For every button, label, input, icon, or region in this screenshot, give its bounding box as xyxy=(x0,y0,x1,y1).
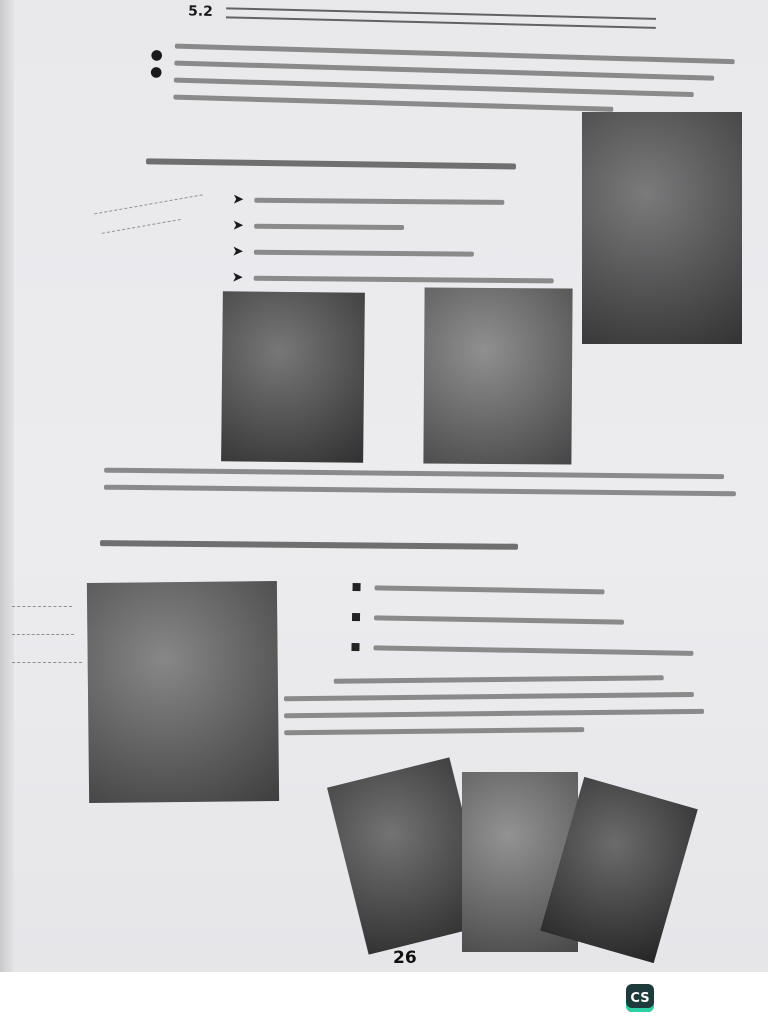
section1-work-list xyxy=(232,187,563,294)
square-bullet-icon xyxy=(352,613,360,621)
section2-work-list xyxy=(351,572,703,668)
bullet-dot-icon: ● xyxy=(150,46,164,64)
arrow-bullet-icon: ➤ xyxy=(231,243,244,260)
list-item xyxy=(232,187,562,216)
text-line xyxy=(173,95,613,112)
arrow-bullet-icon: ➤ xyxy=(231,269,244,286)
list-item xyxy=(351,632,701,668)
handwritten-note xyxy=(12,618,74,635)
section1-title xyxy=(146,149,526,181)
text-line xyxy=(254,223,404,229)
arrow-bullet-icon: ➤ xyxy=(232,217,244,234)
text-line xyxy=(284,727,584,735)
square-bullet-icon xyxy=(352,583,360,591)
section2-paragraph xyxy=(284,666,715,747)
text-line xyxy=(174,78,694,98)
list-item xyxy=(232,213,562,242)
text-line xyxy=(284,692,694,701)
square-bullet-icon xyxy=(351,643,359,651)
text-line xyxy=(375,585,605,594)
list-item xyxy=(232,239,562,268)
book-cover-photo xyxy=(423,287,572,464)
professor-portrait-photo xyxy=(582,112,742,344)
text-line xyxy=(254,275,554,283)
text-line xyxy=(254,249,474,256)
page-number: 26 xyxy=(393,948,417,968)
bullet-item xyxy=(149,60,730,115)
heading-text-strokes xyxy=(226,7,656,29)
text-line xyxy=(104,485,736,497)
bullet-item xyxy=(151,43,731,64)
text-line xyxy=(175,44,735,65)
handwritten-note xyxy=(12,646,82,663)
bullet-dot-icon: ● xyxy=(149,63,163,81)
camscanner-logo-icon: CS xyxy=(626,984,654,1012)
section-number: 5.2 xyxy=(187,3,214,21)
text-line xyxy=(373,645,693,656)
text-line xyxy=(100,540,518,550)
arrow-bullet-icon: ➤ xyxy=(232,191,245,208)
section1-paragraph xyxy=(104,459,740,509)
text-line xyxy=(374,615,624,624)
handwritten-note xyxy=(91,179,202,215)
handwritten-note xyxy=(12,588,72,607)
text-line xyxy=(284,709,704,718)
section2-title xyxy=(100,531,530,562)
text-line xyxy=(174,61,714,81)
professor-portrait-photo xyxy=(87,581,279,803)
text-line xyxy=(334,675,664,683)
section-heading xyxy=(188,3,728,32)
page-edge-shadow xyxy=(0,0,14,972)
text-line xyxy=(254,197,504,204)
text-line xyxy=(104,468,724,479)
text-line xyxy=(146,158,516,169)
book-cover-photo xyxy=(221,291,365,462)
